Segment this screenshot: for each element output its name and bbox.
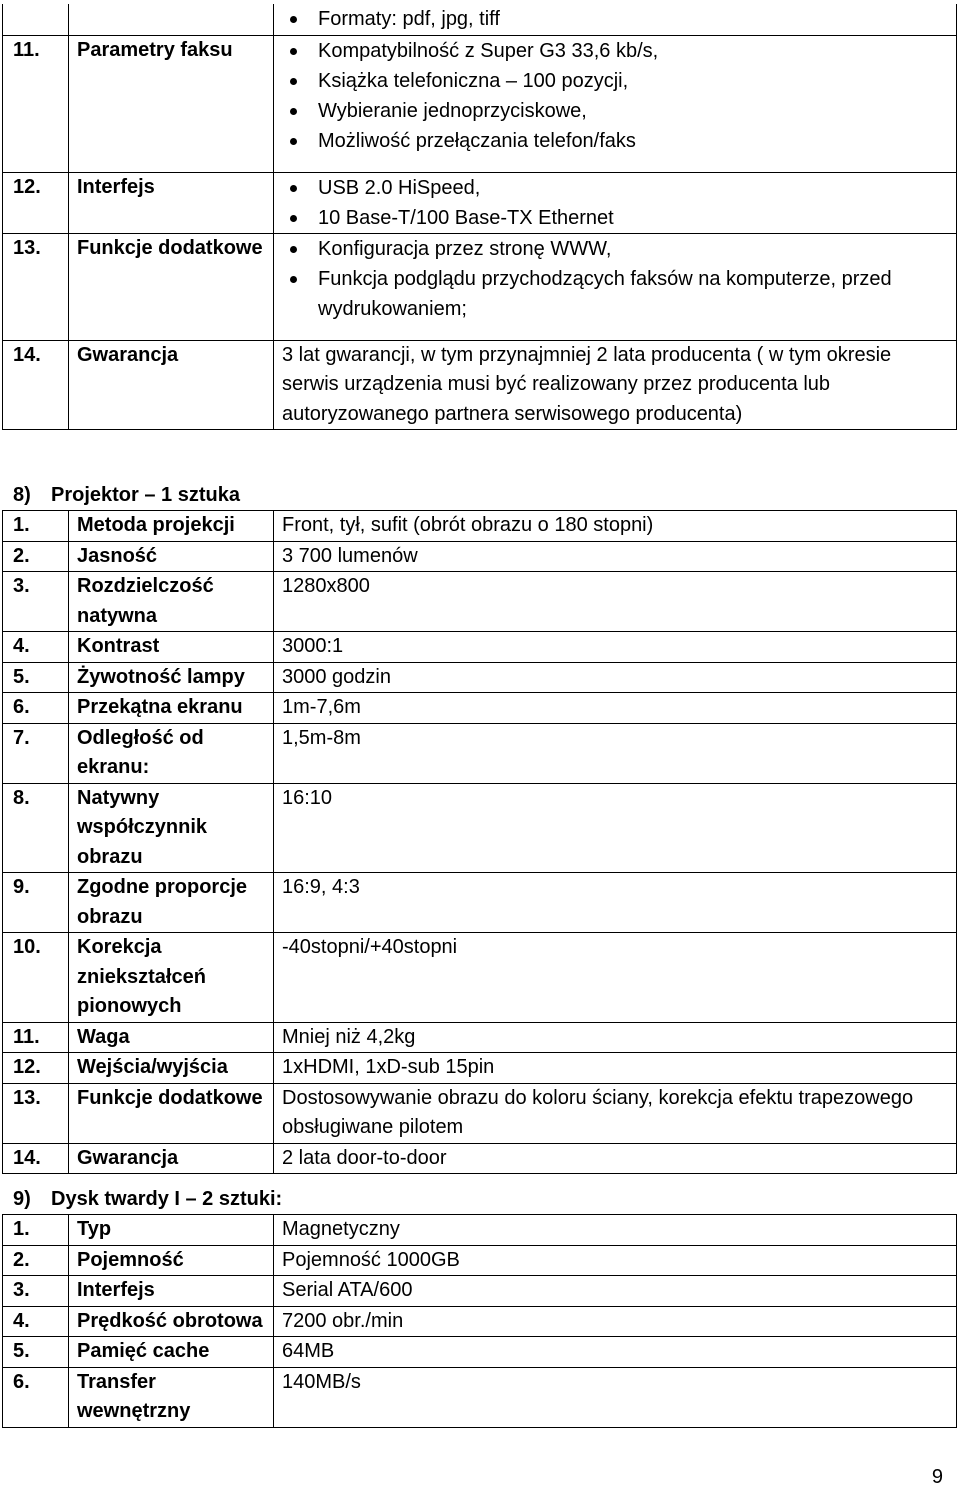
row-value: 16:10 — [274, 783, 957, 873]
disk-table — [2, 1214, 957, 1428]
list-item: Kompatybilność z Super G3 33,6 kb/s, — [282, 36, 948, 66]
table-row — [3, 1143, 957, 1174]
row-number: 14. — [3, 1143, 69, 1174]
row-label: Transfer wewnętrzny — [69, 1367, 274, 1427]
row-number: 3. — [3, 572, 69, 632]
table-row — [3, 172, 957, 233]
row-label: Prędkość obrotowa — [69, 1306, 274, 1337]
row-label: Korekcja zniekształceń pionowych — [69, 933, 274, 1023]
row-number: 13. — [3, 1083, 69, 1143]
value-cell — [274, 4, 957, 35]
row-value: Serial ATA/600 — [274, 1276, 957, 1307]
section-heading-disk — [13, 1185, 282, 1213]
row-number: 2. — [3, 1245, 69, 1276]
value-cell — [274, 35, 957, 172]
row-value: 16:9, 4:3 — [274, 873, 957, 933]
row-value: 1280x800 — [274, 572, 957, 632]
row-value: 3 lat gwarancji, w tym przynajmniej 2 lata producenta ( w tym okresie serwis urządzenia musi być realizowany przez producenta lub autoryzowanego partnera serwisowego producenta) — [274, 340, 957, 430]
row-label: Rozdzielczość natywna — [69, 572, 274, 632]
row-value: Dostosowywanie obrazu do koloru ściany, korekcja efektu trapezowego obsługiwane pilotem — [274, 1083, 957, 1143]
table-row — [3, 35, 957, 172]
row-value: 64MB — [274, 1337, 957, 1368]
row-number: 12. — [3, 1053, 69, 1084]
row-label: Zgodne proporcje obrazu — [69, 873, 274, 933]
row-label: Funkcje dodatkowe — [69, 233, 274, 340]
row-number: 13. — [3, 233, 69, 340]
row-value: Mniej niż 4,2kg — [274, 1022, 957, 1053]
table-row — [3, 1276, 957, 1307]
row-label: Metoda projekcji — [69, 511, 274, 542]
row-number: 8. — [3, 783, 69, 873]
list-item: Wybieranie jednoprzyciskowe, — [282, 96, 948, 126]
table-row — [3, 4, 957, 35]
list-item: USB 2.0 HiSpeed, — [282, 173, 948, 203]
row-number: 4. — [3, 632, 69, 663]
row-value: 1m-7,6m — [274, 693, 957, 724]
row-number: 11. — [3, 35, 69, 172]
table-row — [3, 1022, 957, 1053]
projector-table — [2, 510, 957, 1174]
page-number: 9 — [931, 1466, 943, 1488]
row-value: 3000:1 — [274, 632, 957, 663]
list-item: 10 Base-T/100 Base-TX Ethernet — [282, 203, 948, 233]
table-row — [3, 1306, 957, 1337]
row-number: 2. — [3, 541, 69, 572]
list-item: Funkcja podglądu przychodzących faksów na komputerze, przed wydrukowaniem; — [282, 264, 948, 324]
table-row — [3, 662, 957, 693]
table-row — [3, 340, 957, 430]
table-row — [3, 632, 957, 663]
row-label: Natywny współczynnik obrazu — [69, 783, 274, 873]
row-number: 10. — [3, 933, 69, 1023]
table-row — [3, 233, 957, 340]
fax-params-table — [2, 4, 957, 430]
row-value: Front, tył, sufit (obrót obrazu o 180 stopni) — [274, 511, 957, 542]
row-number: 1. — [3, 1215, 69, 1246]
row-value: Magnetyczny — [274, 1215, 957, 1246]
row-number: 12. — [3, 172, 69, 233]
row-label: Odległość od ekranu: — [69, 723, 274, 783]
row-value: 3 700 lumenów — [274, 541, 957, 572]
row-number: 1. — [3, 511, 69, 542]
row-value: 140MB/s — [274, 1367, 957, 1427]
row-label: Pamięć cache — [69, 1337, 274, 1368]
row-label: Funkcje dodatkowe — [69, 1083, 274, 1143]
table-row — [3, 693, 957, 724]
list-item: Możliwość przełączania telefon/faks — [282, 126, 948, 156]
table-row — [3, 1053, 957, 1084]
table-row — [3, 1245, 957, 1276]
table-row — [3, 541, 957, 572]
section-heading-projector — [13, 481, 240, 509]
row-value: 7200 obr./min — [274, 1306, 957, 1337]
row-value: 2 lata door-to-door — [274, 1143, 957, 1174]
table-row — [3, 572, 957, 632]
section-number: 9) — [13, 1188, 31, 1210]
row-label: Interfejs — [69, 172, 274, 233]
row-label: Waga — [69, 1022, 274, 1053]
row-value: 3000 godzin — [274, 662, 957, 693]
row-number: 6. — [3, 693, 69, 724]
row-value: 1xHDMI, 1xD-sub 15pin — [274, 1053, 957, 1084]
row-label: Parametry faksu — [69, 35, 274, 172]
row-label: Gwarancja — [69, 1143, 274, 1174]
section-title: Projektor – 1 sztuka — [51, 484, 240, 506]
row-number: 3. — [3, 1276, 69, 1307]
row-value: Pojemność 1000GB — [274, 1245, 957, 1276]
row-number: 6. — [3, 1367, 69, 1427]
list-item: Formaty: pdf, jpg, tiff — [282, 4, 948, 34]
table-row — [3, 723, 957, 783]
row-label: Przekątna ekranu — [69, 693, 274, 724]
row-number: 5. — [3, 662, 69, 693]
table-row — [3, 511, 957, 542]
row-label: Gwarancja — [69, 340, 274, 430]
section-number: 8) — [13, 484, 31, 506]
row-number: 9. — [3, 873, 69, 933]
row-label: Kontrast — [69, 632, 274, 663]
row-number: 4. — [3, 1306, 69, 1337]
section-title: Dysk twardy I – 2 sztuki: — [51, 1188, 283, 1210]
table-row — [3, 1337, 957, 1368]
row-label: Żywotność lampy — [69, 662, 274, 693]
row-value: -40stopni/+40stopni — [274, 933, 957, 1023]
row-label: Typ — [69, 1215, 274, 1246]
row-label: Pojemność — [69, 1245, 274, 1276]
list-item: Konfiguracja przez stronę WWW, — [282, 234, 948, 264]
table-row — [3, 1083, 957, 1143]
table-row — [3, 1215, 957, 1246]
row-label: Jasność — [69, 541, 274, 572]
table-row — [3, 783, 957, 873]
row-label: Interfejs — [69, 1276, 274, 1307]
row-number: 14. — [3, 340, 69, 430]
row-value: 1,5m-8m — [274, 723, 957, 783]
value-cell — [274, 233, 957, 340]
row-number: 7. — [3, 723, 69, 783]
table-row — [3, 873, 957, 933]
list-item: Książka telefoniczna – 100 pozycji, — [282, 66, 948, 96]
row-label: Wejścia/wyjścia — [69, 1053, 274, 1084]
table-row — [3, 933, 957, 1023]
row-number: 11. — [3, 1022, 69, 1053]
value-cell — [274, 172, 957, 233]
table-row — [3, 1367, 957, 1427]
row-number: 5. — [3, 1337, 69, 1368]
